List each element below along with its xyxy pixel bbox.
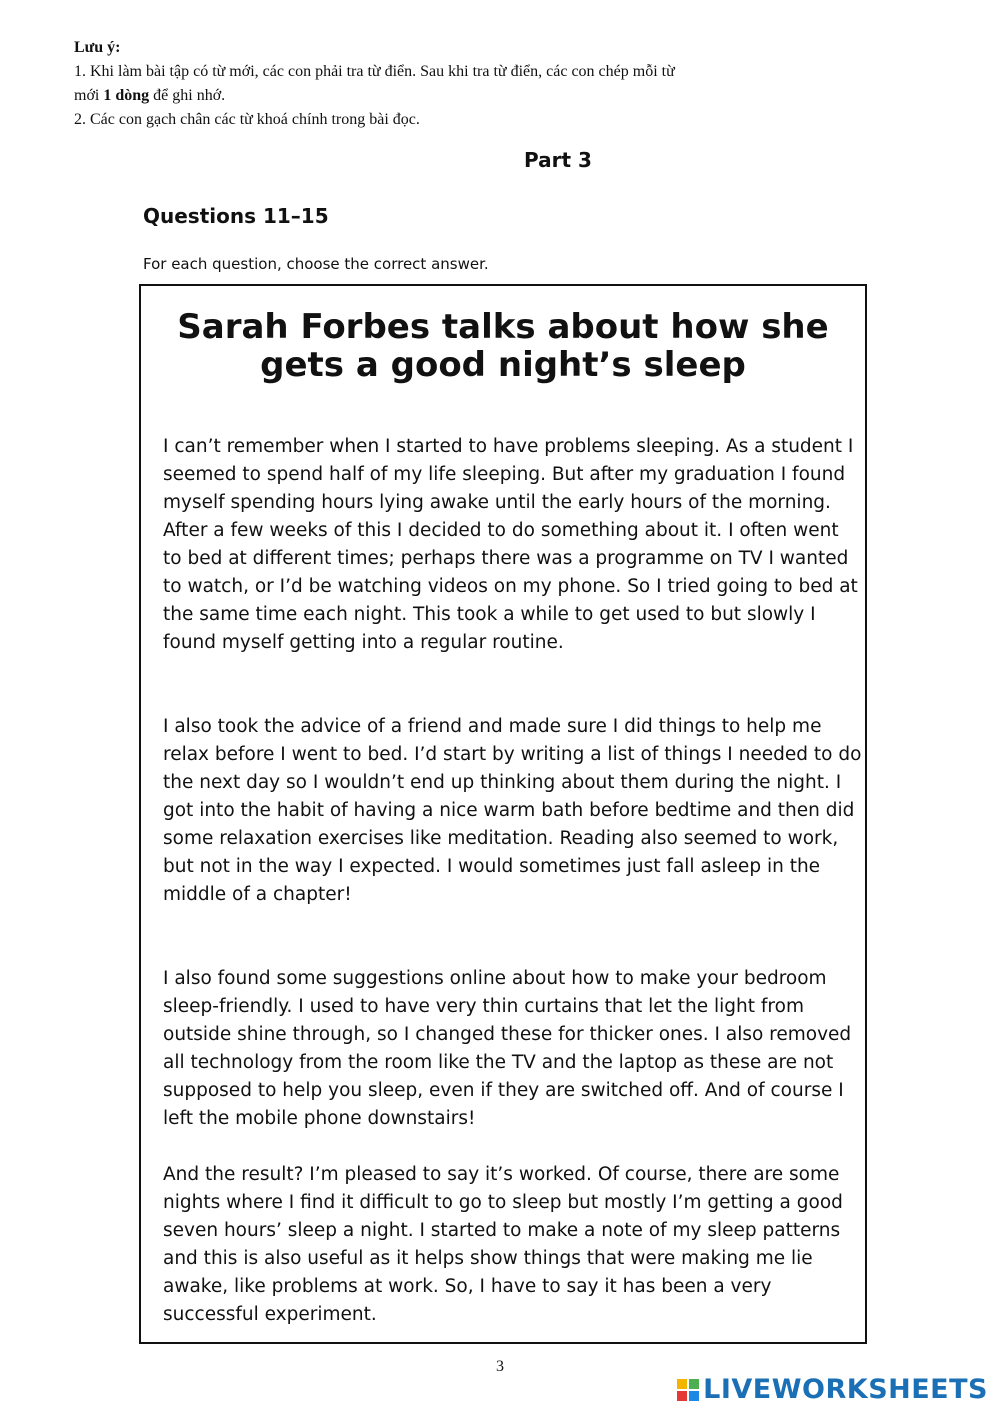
liveworksheets-logo-icon (677, 1379, 699, 1401)
page-number: 3 (496, 1358, 504, 1375)
note-line-2: mới 1 dòng để ghi nhớ. (74, 87, 226, 104)
note-line-3: 2. Các con gạch chân các từ khoá chính trong bài đọc. (74, 111, 420, 128)
article-title-line-1: Sarah Forbes talks about how she (177, 307, 829, 347)
note-title: Lưu ý: (74, 39, 121, 56)
article-title-line-2: gets a good night’s sleep (260, 345, 746, 385)
note-line-1: 1. Khi làm bài tập có từ mới, các con phải tra từ điển. Sau khi tra từ điển, các con chép mỗi từ (74, 63, 675, 80)
liveworksheets-wordmark: LIVEWORKSHEETS (703, 1374, 988, 1405)
note-bold-text: 1 dòng (103, 87, 150, 104)
questions-heading: Questions 11–15 (143, 204, 329, 228)
article-box (139, 284, 867, 1344)
article-paragraph-2: I also took the advice of a friend and made sure I did things to help me relax before I went to bed. I’d start by writing a list of things I needed to do the next day so I wouldn’t end up thinking about them during the night. I got into the habit of having a nice warm bath before bedtime and then did some relaxation exercises like meditation. Reading also seemed to work, but not in the way I expected. I would sometimes just fall asleep in the middle of a chapter! (163, 716, 862, 905)
article-paragraph-4: And the result? I’m pleased to say it’s worked. Of course, there are some nights where I find it difficult to go to sleep but mostly I’m getting a good seven hours’ sleep a night. I started to make a note of my sleep patterns and this is also useful as it helps show things that were making me lie awake, like problems at work. So, I have to say it has been a very successful experiment. (163, 1164, 843, 1325)
article-paragraph-1: I can’t remember when I started to have problems sleeping. As a student I seemed to spend half of my life sleeping. But after my graduation I found myself spending hours lying awake until the early hours of the morning. After a few weeks of this I decided to do something about it. I often went to bed at different times; perhaps there was a programme on TV I wanted to watch, or I’d be watching videos on my phone. So I tried going to bed at the same time each night. This took a while to get used to but slowly I found myself getting into a regular routine. (163, 436, 858, 653)
liveworksheets-brand[interactable] (677, 1374, 988, 1405)
article-title (141, 308, 865, 384)
article-paragraph-3: I also found some suggestions online about how to make your bedroom sleep-friendly. I used to have very thin curtains that let the light from outside shine through, so I changed these for thicker ones. I also removed all technology from the room like the TV and the laptop as these are not supposed to help you sleep, even if they are switched off. And of course I left the mobile phone downstairs! (163, 968, 852, 1129)
teacher-note (74, 36, 834, 132)
instruction-text: For each question, choose the correct answer. (143, 255, 489, 273)
part-heading: Part 3 (524, 148, 592, 172)
